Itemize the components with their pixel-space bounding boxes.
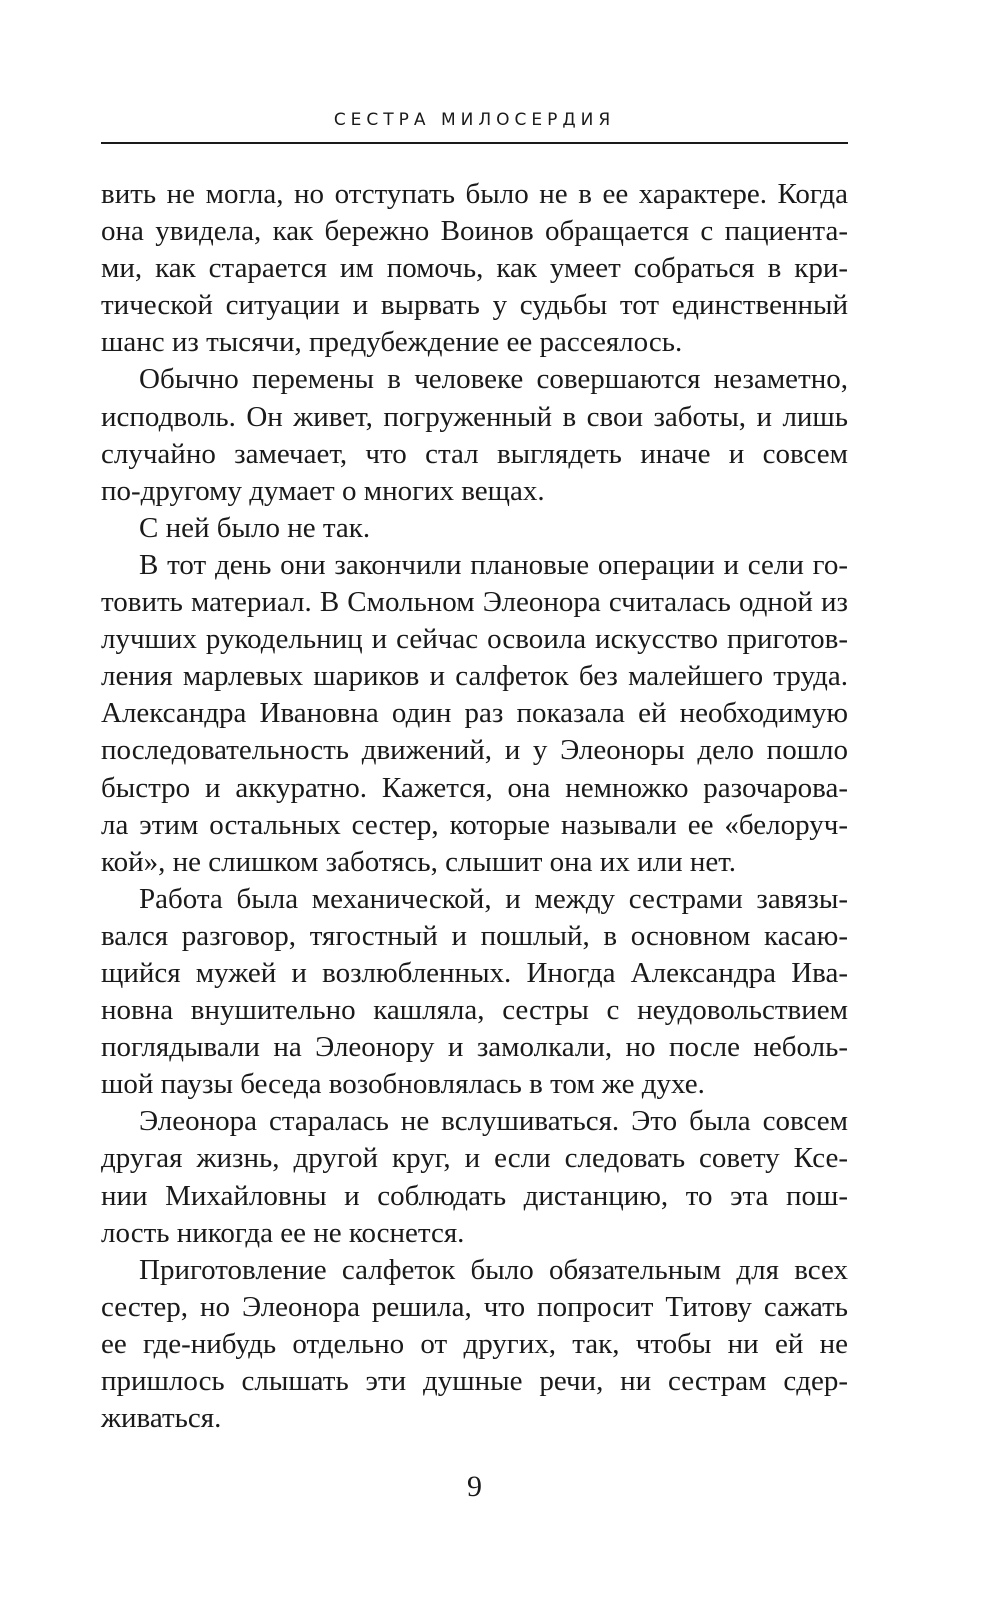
text-line: Работа была механической, и между сестрами завязы- [139, 882, 848, 915]
text-line: пришлось слышать эти душные речи, ни сестрам сдер- [101, 1365, 848, 1397]
page-number: 9 [467, 1470, 482, 1503]
paragraph [101, 1252, 848, 1437]
text-line: ми, как старается им помочь, как умеет собраться в кри- [101, 252, 848, 285]
text-line: новна внушительно кашляла, сестры с неудовольствием [101, 994, 848, 1027]
text-line: быстро и аккуратно. Кажется, она немножко разочарова- [101, 771, 848, 804]
text-line: товить материал. В Смольном Элеонора считалась одной из [101, 586, 848, 619]
paragraph [101, 510, 848, 547]
text-line: последовательность движений, и у Элеоноры дело пошло [101, 734, 848, 767]
text-line: вить не могла, но отступать было не в ее характере. Когда [101, 178, 848, 210]
text-line: она увидела, как бережно Воинов обращается с пациента- [101, 215, 848, 248]
header-rule [101, 142, 848, 144]
text-line: щийся мужей и возлюбленных. Иногда Александра Ива- [101, 956, 848, 989]
text-line: кой», не слишком заботясь, слышит она их или нет. [101, 845, 736, 878]
text-line: по-другому думает о многих вещах. [101, 474, 545, 507]
text-line: тической ситуации и вырвать у судьбы тот единственный [101, 289, 848, 322]
paragraph [101, 881, 848, 1104]
text-line: В тот день они закончили плановые операции и сели го- [139, 548, 848, 581]
paragraph [101, 547, 848, 881]
text-line: Элеонора старалась не вслушиваться. Это была совсем [139, 1105, 848, 1138]
text-line: ла этим остальных сестер, которые называли ее «белоруч- [101, 808, 848, 841]
running-title: СЕСТРА МИЛОСЕРДИЯ [333, 110, 616, 130]
text-line: шой паузы беседа возобновлялась в том же духе. [101, 1068, 705, 1101]
text-line: С ней было не так. [139, 511, 371, 544]
text-line: ления марлевых шариков и салфеток без малейшего труда. [101, 660, 848, 693]
text-line: сестер, но Элеонора решила, что попросит Титову сажать [101, 1290, 848, 1323]
paragraph [101, 176, 848, 361]
body-text [101, 176, 848, 1437]
text-line: Обычно перемены в человеке совершаются незаметно, [139, 363, 848, 396]
text-line: лость никогда ее не коснется. [101, 1216, 465, 1249]
text-line: вался разговор, тягостный и пошлый, в основном касаю- [101, 919, 848, 952]
text-line: ее где-нибудь отдельно от других, так, чтобы ни ей не [101, 1327, 848, 1360]
text-line: исподволь. Он живет, погруженный в свои заботы, и лишь [101, 400, 848, 433]
text-line: живаться. [101, 1402, 222, 1435]
text-line: лучших рукодельниц и сейчас освоила искусство приготов- [101, 623, 848, 656]
text-line: случайно замечает, что стал выглядеть иначе и совсем [101, 437, 848, 470]
paragraph [101, 1103, 848, 1251]
text-line: нии Михайловны и соблюдать дистанцию, то эта пош- [101, 1179, 848, 1212]
text-line: Приготовление салфеток было обязательным для всех [139, 1253, 848, 1286]
text-line: шанс из тысячи, предубеждение ее рассеялось. [101, 326, 683, 359]
paragraph [101, 361, 848, 509]
text-line: поглядывали на Элеонору и замолкали, но после неболь- [101, 1031, 848, 1064]
text-line: другая жизнь, другой круг, и если следовать совету Ксе- [101, 1142, 848, 1175]
text-line: Александра Ивановна один раз показала ей необходимую [101, 697, 848, 730]
